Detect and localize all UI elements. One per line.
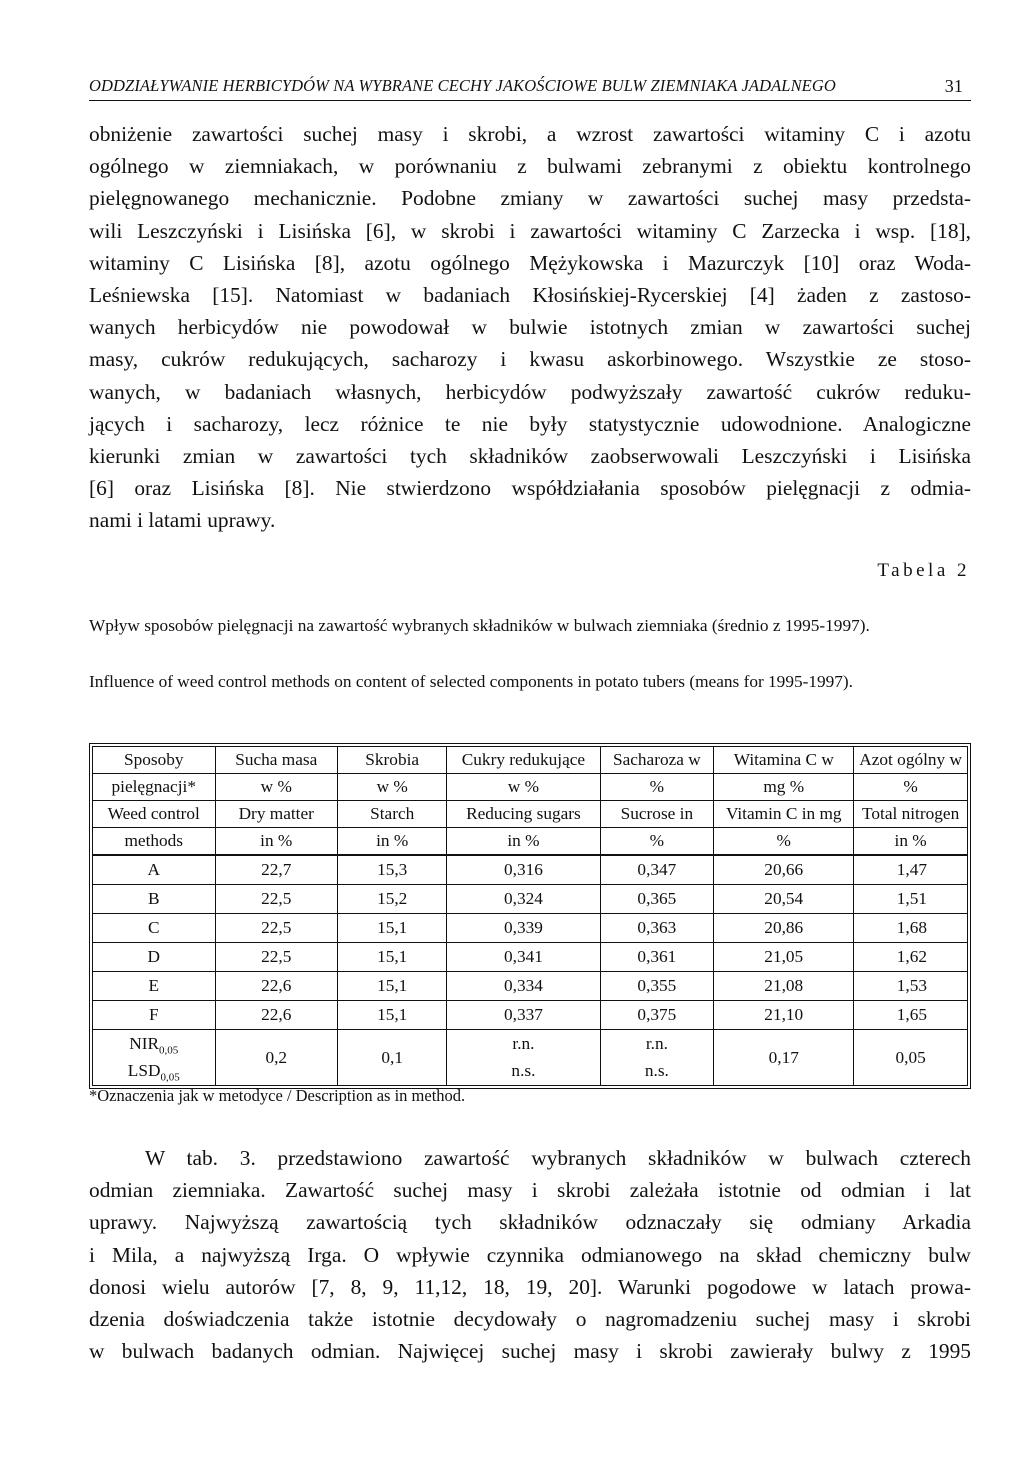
table-cell: 0,324 [447, 885, 600, 914]
text-line: wili Leszczyński i Lisińska [6], w skrobi i zawartości witaminy C Zarzecka i wsp. [18], [89, 218, 971, 243]
header-cell: Dry matter [215, 801, 338, 828]
table-label: Tabela 2 [877, 560, 970, 581]
table-cell: 22,5 [215, 885, 338, 914]
table-caption-pl: Wpływ sposobów pielęgnacji na zawartość wybranych składników w bulwach ziemniaka (średnio z 1995-1997). [89, 616, 870, 635]
text-line: obniżenie zawartości suchej masy i skrobi, a wzrost zawartości witaminy C i azotu [89, 122, 971, 146]
header-cell: Sucrose in [600, 801, 714, 828]
running-title: ODDZIAŁYWANIE HERBICYDÓW NA WYBRANE CECHY JAKOŚCIOWE BULW ZIEMNIAKA JADALNEGO [89, 76, 836, 95]
method-cell: E [93, 972, 216, 1001]
table-cell: 22,6 [215, 1001, 338, 1030]
table-row [93, 1001, 968, 1030]
header-cell: Vitamin C in mg [714, 801, 854, 828]
text-line: ogólnego w ziemniakach, w porównaniu z bulwami zebranymi z obiektu kontrolnego [89, 154, 971, 179]
header-cell: % [854, 774, 968, 801]
text-line: uprawy. Najwyższą zawartością tych składników odznaczały się odmiany Arkadia [89, 1210, 971, 1235]
text-line: w bulwach badanych odmian. Najwięcej suchej masy i skrobi zawierały bulwy z 1995 [89, 1339, 971, 1364]
table-cell: 22,7 [215, 855, 338, 885]
text-line: pielęgnowanego mechanicznie. Podobne zmiany w zawartości suchej masy przedsta- [89, 186, 971, 211]
table-cell: 20,54 [714, 885, 854, 914]
header-cell: in % [447, 828, 600, 856]
lsd-label-cell [93, 1030, 216, 1086]
header-cell: in % [854, 828, 968, 856]
table-cell: 0,316 [447, 855, 600, 885]
table-footnote: *Oznaczenia jak w metodyce / Description as in method. [89, 1086, 466, 1105]
method-cell: C [93, 914, 216, 943]
table-cell: 0,347 [600, 855, 714, 885]
header-cell: pielęgnacji* [93, 774, 216, 801]
text-line: Leśniewska [15]. Natomiast w badaniach Kłosińskiej-Rycerskiej [4] żaden z zastoso- [89, 283, 971, 308]
table-cell: 20,66 [714, 855, 854, 885]
text-line: W tab. 3. przedstawiono zawartość wybranych składników w bulwach czterech [145, 1146, 971, 1170]
text-line: nami i latami uprawy. [89, 508, 276, 533]
text-line: wanych herbicydów nie powodował w bulwie istotnych zmian w zawartości suchej [89, 315, 971, 340]
lsd-dry-matter: 0,2 [215, 1030, 338, 1086]
lsd-label-en: LSD [127, 1061, 161, 1081]
lsd-label-pl: NIR [129, 1034, 159, 1053]
header-cell: methods [93, 828, 216, 856]
table-cell: 15,1 [338, 972, 447, 1001]
header-cell: w % [447, 774, 600, 801]
table-row [93, 885, 968, 914]
table-cell: 22,6 [215, 972, 338, 1001]
lsd-row [93, 1030, 968, 1086]
table-cell: 0,375 [600, 1001, 714, 1030]
table-row [93, 855, 968, 885]
header-cell: w % [215, 774, 338, 801]
table-cell: 15,1 [338, 1001, 447, 1030]
table-caption-en: Influence of weed control methods on content of selected components in potato tubers (means for 1995-1997). [89, 672, 853, 691]
method-cell: F [93, 1001, 216, 1030]
header-cell: mg % [714, 774, 854, 801]
text-line: wanych, w badaniach własnych, herbicydów podwyższały zawartość cukrów reduku- [89, 379, 971, 404]
lsd-starch: 0,1 [338, 1030, 447, 1086]
text-line: [6] oraz Lisińska [8]. Nie stwierdzono współdziałania sposobów pielęgnacji z odmia- [89, 476, 971, 501]
method-cell: B [93, 885, 216, 914]
header-cell: % [600, 828, 714, 856]
header-row [93, 747, 968, 774]
table-cell: 21,08 [714, 972, 854, 1001]
table-cell: 0,365 [600, 885, 714, 914]
lsd-sugars-pl: r.n. [512, 1034, 535, 1053]
table-cell: 1,51 [854, 885, 968, 914]
header-cell: in % [215, 828, 338, 856]
text-line: witaminy C Lisińska [8], azotu ogólnego Mężykowska i Mazurczyk [10] oraz Woda- [89, 250, 971, 275]
header-cell: Reducing sugars [447, 801, 600, 828]
table-cell: 20,86 [714, 914, 854, 943]
table-cell: 15,3 [338, 855, 447, 885]
text-line: dzenia doświadczenia także istotnie decydowały o nagromadzeniu suchej masy i skrobi [89, 1307, 971, 1332]
header-cell: Witamina C w [714, 747, 854, 774]
data-table [92, 746, 968, 1086]
text-line: i Mila, a najwyższą Irga. O wpływie czynnika odmianowego na skład chemiczny bulw [89, 1242, 971, 1267]
text-line: odmian ziemniaka. Zawartość suchej masy i skrobi zależała istotnie od odmian i lat [89, 1178, 971, 1203]
text-line: masy, cukrów redukujących, sacharozy i kwasu askorbinowego. Wszystkie ze stoso- [89, 347, 971, 372]
table-cell: 15,1 [338, 943, 447, 972]
table-row [93, 914, 968, 943]
table-frame [89, 743, 971, 1089]
table-cell: 1,53 [854, 972, 968, 1001]
table-cell: 15,2 [338, 885, 447, 914]
lsd-sucrose-pl: r.n. [645, 1034, 668, 1053]
header-cell: Skrobia [338, 747, 447, 774]
lsd-subscript: 0,05 [159, 1044, 179, 1057]
header-row [93, 801, 968, 828]
lsd-nitrogen: 0,05 [854, 1030, 968, 1086]
header-cell: Cukry redukujące [447, 747, 600, 774]
text-line: kierunki zmian w zawartości tych składników zaobserwowali Leszczyński i Lisińska [89, 444, 971, 469]
running-header [89, 76, 971, 101]
table-cell: 1,62 [854, 943, 968, 972]
method-cell: D [93, 943, 216, 972]
lsd-sucrose [600, 1030, 714, 1086]
header-cell: in % [338, 828, 447, 856]
table-cell: 22,5 [215, 943, 338, 972]
table-row [93, 972, 968, 1001]
header-cell: Sposoby [93, 747, 216, 774]
table-cell: 0,334 [447, 972, 600, 1001]
header-row [93, 774, 968, 801]
table-cell: 1,68 [854, 914, 968, 943]
method-cell: A [93, 855, 216, 885]
table-cell: 0,355 [600, 972, 714, 1001]
header-cell: Azot ogólny w [854, 747, 968, 774]
table-cell: 0,363 [600, 914, 714, 943]
lsd-vitamin-c: 0,17 [714, 1030, 854, 1086]
header-cell: Sacharoza w [600, 747, 714, 774]
table-cell: 0,361 [600, 943, 714, 972]
text-line: donosi wielu autorów [7, 8, 9, 11,12, 18, 19, 20]. Warunki pogodowe w latach prowa- [89, 1274, 971, 1299]
header-cell: w % [338, 774, 447, 801]
lsd-sugars-en: n.s. [511, 1061, 536, 1081]
table-cell: 0,339 [447, 914, 600, 943]
table-cell: 21,05 [714, 943, 854, 972]
table-cell: 1,47 [854, 855, 968, 885]
table-cell: 1,65 [854, 1001, 968, 1030]
header-cell: % [714, 828, 854, 856]
text-line: jących i sacharozy, lecz różnice te nie były statystycznie udowodnione. Analogiczne [89, 411, 971, 436]
header-cell: Total nitrogen [854, 801, 968, 828]
table-row [93, 943, 968, 972]
table-cell: 15,1 [338, 914, 447, 943]
table-cell: 21,10 [714, 1001, 854, 1030]
lsd-sugars [447, 1030, 600, 1086]
lsd-subscript: 0,05 [160, 1071, 180, 1084]
table-body [93, 855, 968, 1085]
header-cell: % [600, 774, 714, 801]
page-number: 31 [944, 76, 963, 96]
header-row [93, 828, 968, 856]
table-header [93, 747, 968, 856]
header-cell: Starch [338, 801, 447, 828]
table-cell: 22,5 [215, 914, 338, 943]
table-cell: 0,337 [447, 1001, 600, 1030]
lsd-sucrose-en: n.s. [644, 1061, 669, 1081]
body-paragraph-2 [89, 1142, 971, 1367]
table-cell: 0,341 [447, 943, 600, 972]
header-cell: Sucha masa [215, 747, 338, 774]
body-paragraph-1 [89, 118, 971, 537]
header-cell: Weed control [93, 801, 216, 828]
